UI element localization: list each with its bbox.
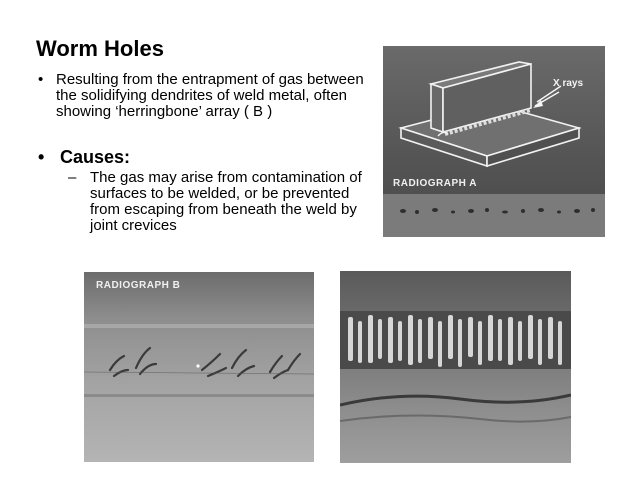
slide-title: Worm Holes bbox=[36, 36, 164, 61]
bullet-text-1: Resulting from the entrapment of gas between the solidifying dendrites of weld metal, often showing ‘herringbone’ array ( B ) bbox=[56, 71, 364, 120]
radiograph-b-graphic bbox=[84, 272, 314, 462]
bullet-icon: • bbox=[38, 147, 45, 167]
radiograph-a-label: RADIOGRAPH A bbox=[393, 178, 477, 189]
bullet-item-2 bbox=[38, 147, 130, 167]
weld-macrograph-image bbox=[340, 271, 571, 463]
radiograph-b-label: RADIOGRAPH B bbox=[96, 280, 181, 291]
weld-joint-diagram bbox=[383, 46, 605, 237]
weld-macrograph-graphic bbox=[340, 271, 571, 463]
dash-icon: – bbox=[68, 169, 77, 186]
bullet-icon: • bbox=[38, 71, 44, 88]
bullet-text-2: Causes: bbox=[60, 147, 131, 167]
bullet-item-1 bbox=[38, 72, 378, 120]
radiograph-a-image bbox=[383, 46, 605, 237]
radiograph-b-image bbox=[84, 272, 314, 462]
xray-label: X rays bbox=[553, 78, 584, 89]
sub-bullet-item bbox=[68, 170, 373, 234]
sub-bullet-text: The gas may arise from contamination of surfaces to be welded, or be prevented from escaping from beneath the weld by joint crevices bbox=[90, 169, 362, 234]
